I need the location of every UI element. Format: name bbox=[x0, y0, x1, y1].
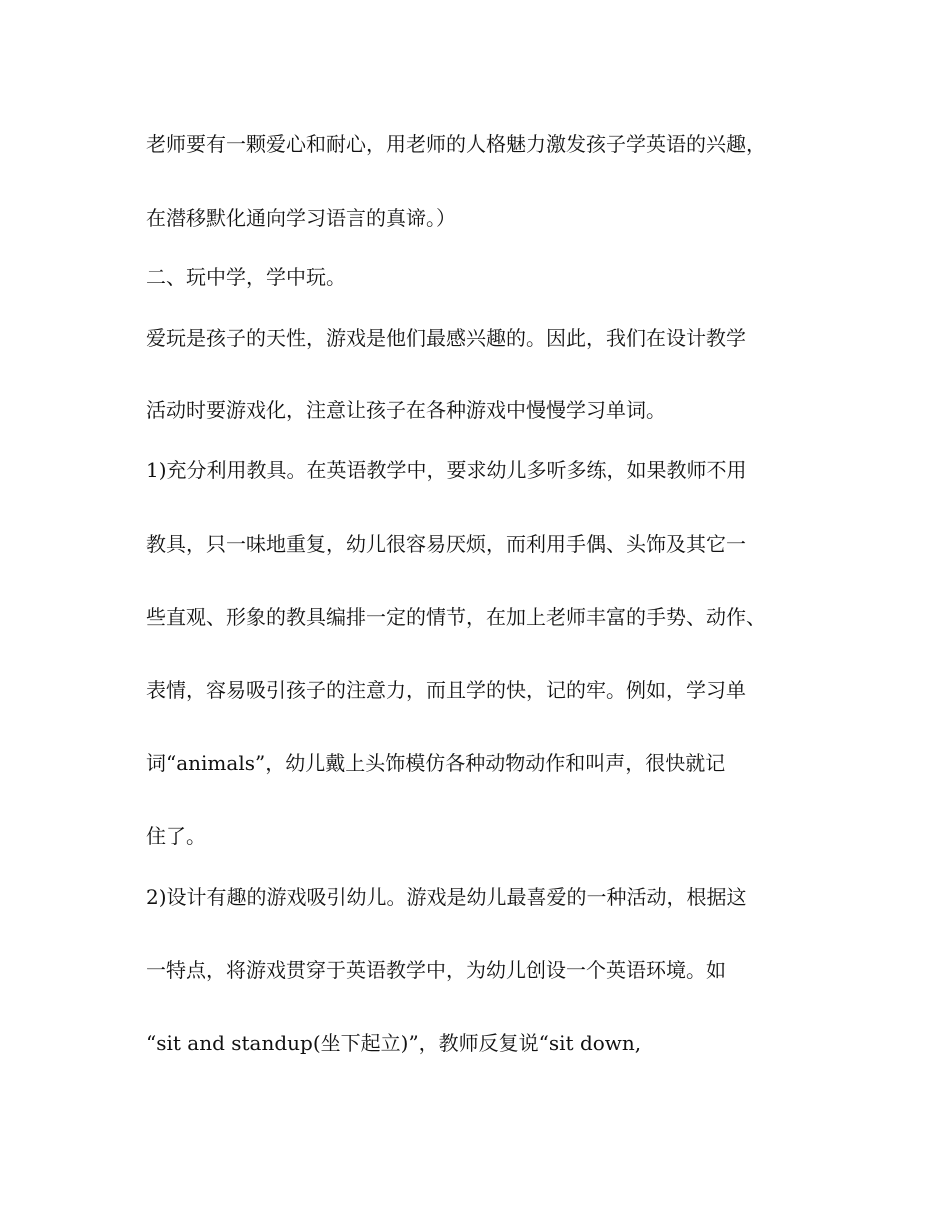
paragraph-line: 老师要有一颗爱心和耐心，用老师的人格魅力激发孩子学英语的兴趣， bbox=[146, 132, 766, 156]
section-heading: 二、玩中学，学中玩。 bbox=[146, 265, 346, 289]
paragraph-line: “sit and standup(坐下起立)”，教师反复说“sit down, bbox=[146, 1031, 642, 1055]
paragraph-line: 一特点，将游戏贯穿于英语教学中，为幼儿创设一个英语环境。如 bbox=[146, 958, 726, 982]
paragraph-line: 住了。 bbox=[146, 824, 206, 848]
paragraph-line: 2)设计有趣的游戏吸引幼儿。游戏是幼儿最喜爱的一种活动，根据这 bbox=[146, 885, 747, 909]
paragraph-line: 爱玩是孩子的天性，游戏是他们最感兴趣的。因此，我们在设计教学 bbox=[146, 326, 746, 350]
paragraph-line: 表情，容易吸引孩子的注意力，而且学的快，记的牢。例如，学习单 bbox=[146, 678, 746, 702]
paragraph-line: 1)充分利用教具。在英语教学中，要求幼儿多听多练，如果教师不用 bbox=[146, 458, 747, 482]
paragraph-line: 活动时要游戏化，注意让孩子在各种游戏中慢慢学习单词。 bbox=[146, 398, 666, 422]
paragraph-line: 些直观、形象的教具编排一定的情节，在加上老师丰富的手势、动作、 bbox=[146, 605, 766, 629]
paragraph-line: 教具，只一味地重复，幼儿很容易厌烦，而利用手偶、头饰及其它一 bbox=[146, 532, 746, 556]
paragraph-line: 在潜移默化通向学习语言的真谛。） bbox=[146, 206, 456, 230]
paragraph-line: 词“animals”，幼儿戴上头饰模仿各种动物动作和叫声，很快就记 bbox=[146, 751, 726, 775]
